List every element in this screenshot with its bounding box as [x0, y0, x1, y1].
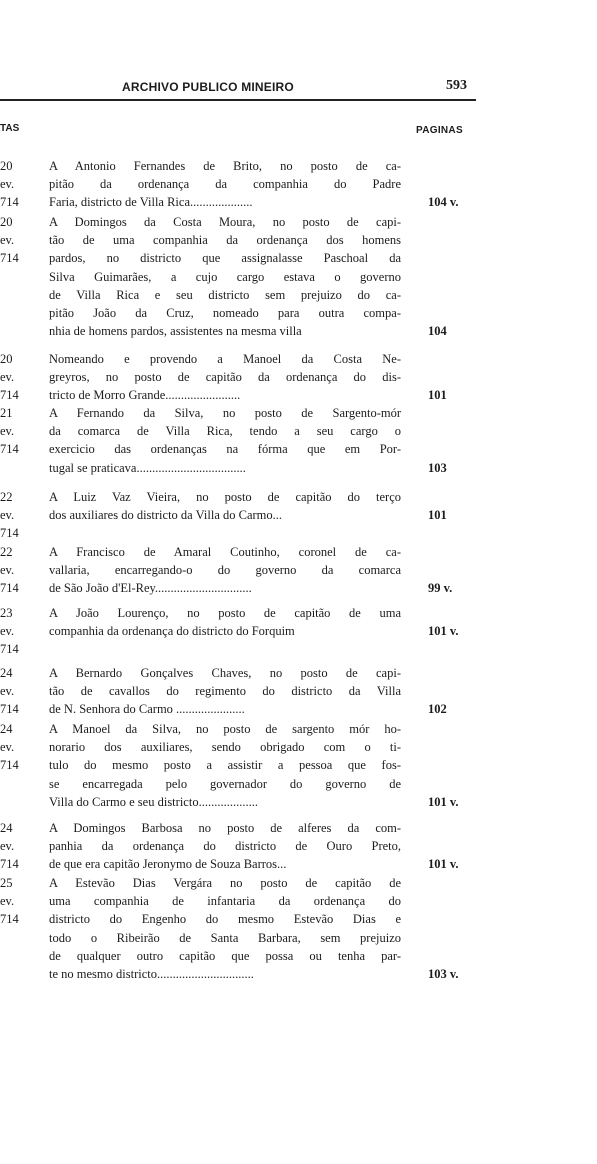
entry-text-line: de Villa Rica e seu districto sem prejuizo do ca- — [49, 287, 401, 302]
entry-date — [0, 543, 30, 598]
entry-text — [49, 874, 401, 983]
running-header-title: ARCHIVO PUBLICO MINEIRO — [122, 80, 294, 94]
entry-text-line: A Bernardo Gonçalves Chaves, no posto de capi- — [49, 666, 401, 680]
entry-text-line: A Domingos Barbosa no posto de alferes da com- — [49, 821, 401, 835]
entry-date-line: 22 — [0, 545, 13, 559]
entry-text-line: nhia de homens pardos, assistentes na mesma villa — [49, 324, 302, 339]
entry-text — [49, 819, 401, 874]
entry-date-line: ev. — [0, 177, 15, 192]
entry-text-line: A Manoel da Silva, no posto de sargento mór ho- — [49, 722, 401, 736]
entry-text — [49, 157, 401, 212]
entry-date-line: 24 — [0, 821, 13, 835]
entry-text-line: uma companhia de infantaria da ordenança do — [49, 894, 401, 909]
entry-date-line: 20 — [0, 215, 13, 229]
entry-text-line: vallaria, encarregando-o do governo da comarca — [49, 563, 401, 578]
entry-text-line: dos auxiliares do districto da Villa do Carmo... — [49, 508, 283, 523]
entry-date — [0, 488, 30, 543]
entry-text-line: tricto de Morro Grande........................ — [49, 388, 241, 403]
entry-text-line: tulo do mesmo posto a assistir a pessoa que fos- — [49, 758, 401, 773]
entry-date-line: 21 — [0, 406, 13, 420]
entry-text-line: norario dos auxiliares, sendo obrigado com o ti- — [49, 740, 401, 755]
entry-date-line: 25 — [0, 876, 13, 890]
entry-date-line: ev. — [0, 894, 15, 909]
entry-text-line: da comarca de Villa Rica, tendo a seu cargo o — [49, 424, 401, 439]
entry-date-line: ev. — [0, 508, 15, 523]
entry-date — [0, 874, 30, 929]
entry-text-line: tugal se praticava................................... — [49, 460, 246, 475]
entry-text-line: A Luiz Vaz Vieira, no posto de capitão do terço — [49, 490, 401, 504]
entry-date-line: 714 — [0, 642, 19, 657]
entry-date-line: 24 — [0, 722, 13, 736]
entry-date-line: 714 — [0, 195, 19, 210]
entry-text-line: de que era capitão Jeronymo de Souza Barros... — [49, 857, 287, 872]
entry-date — [0, 404, 30, 459]
entry-text — [49, 404, 401, 477]
entry-date-line: 22 — [0, 490, 13, 504]
entry-date-line: 20 — [0, 159, 13, 173]
entry-page-ref: 101 v. — [428, 857, 459, 872]
entry-text-line: greyros, no posto de capitão da ordenança do dis- — [49, 370, 401, 385]
entry-text-line: exercicio das ordenanças na fórma que em Por- — [49, 442, 401, 457]
entry-text-line: tão de uma companhia da ordenança dos homens — [49, 233, 401, 248]
entry-text-line: de N. Senhora do Carmo ...................... — [49, 702, 245, 717]
header-rule — [0, 99, 476, 101]
entry-page-ref: 101 — [428, 508, 447, 523]
entry-text-line: todo o Ribeirão de Santa Barbara, sem prejuizo — [49, 930, 401, 945]
entry-text-line: districto do Engenho do mesmo Estevão Dias e — [49, 912, 401, 927]
entry-page-ref: 101 v. — [428, 794, 459, 809]
entry-page-ref: 99 v. — [428, 581, 453, 596]
dates-column-heading: TAS — [0, 123, 20, 134]
pages-column-heading: PAGINAS — [416, 125, 463, 136]
entry-text-line: A Fernando da Silva, no posto de Sargento-mór — [49, 406, 401, 420]
page-number: 593 — [446, 78, 467, 93]
entry-text-line: Nomeando e provendo a Manoel da Costa Ne- — [49, 352, 401, 366]
entry-text — [49, 350, 401, 405]
entry-text — [49, 213, 401, 340]
entry-page-ref: 104 v. — [428, 195, 459, 210]
entry-date-line: 714 — [0, 758, 19, 773]
entry-text — [49, 488, 401, 524]
entry-date-line: 714 — [0, 251, 19, 266]
entry-text — [49, 604, 401, 640]
entry-date-line: 714 — [0, 581, 19, 596]
entry-text — [49, 720, 401, 811]
entry-text-line: pardos, no districto que assignalasse Paschoal da — [49, 251, 401, 266]
entry-text-line: Silva Guimarães, a cujo cargo estava o governo — [49, 269, 401, 284]
entry-text-line: A Domingos da Costa Moura, no posto de capi- — [49, 215, 401, 229]
entry-date-line: 714 — [0, 912, 19, 927]
entry-text-line: te no mesmo districto............................... — [49, 967, 254, 982]
entry-text-line: A Antonio Fernandes de Brito, no posto de ca- — [49, 159, 401, 173]
entry-date-line: 714 — [0, 442, 19, 457]
entry-date-line: 714 — [0, 526, 19, 541]
entry-text-line: A Estevão Dias Vergára no posto de capitão de — [49, 876, 401, 890]
entry-date — [0, 664, 30, 719]
entry-date-line: 714 — [0, 388, 19, 403]
entry-text-line: pitão da ordenança da companhia do Padre — [49, 177, 401, 192]
entry-page-ref: 104 — [428, 324, 447, 339]
entry-date-line: ev. — [0, 740, 15, 755]
entry-date-line: 20 — [0, 352, 13, 366]
entry-text-line: pitão João da Cruz, nomeado para outra compa- — [49, 306, 401, 321]
entry-date-line: ev. — [0, 370, 15, 385]
entry-text-line: de qualquer outro capitão que possa ou tenha par- — [49, 948, 401, 963]
entry-date-line: ev. — [0, 624, 15, 639]
entry-page-ref: 103 v. — [428, 967, 459, 981]
entry-text — [49, 543, 401, 598]
entry-text — [49, 664, 401, 719]
entry-text-line: Faria, districto de Villa Rica.................... — [49, 195, 253, 210]
entry-date — [0, 819, 30, 874]
entry-text-line: se encarregada pelo governador do governo de — [49, 776, 401, 791]
entry-date-line: ev. — [0, 839, 15, 854]
entry-date — [0, 720, 30, 775]
entry-text-line: companhia da ordenança do districto do Forquim — [49, 624, 295, 639]
entry-date-line: 24 — [0, 666, 13, 680]
entry-date-line: ev. — [0, 684, 15, 699]
entry-page-ref: 101 — [428, 388, 447, 403]
entry-page-ref: 101 v. — [428, 624, 459, 639]
entry-date — [0, 157, 30, 212]
entry-date-line: 714 — [0, 702, 19, 717]
entry-text-line: panhia da ordenança do districto de Ouro Preto, — [49, 839, 401, 854]
entry-text-line: tão de cavallos do regimento do districto da Villa — [49, 684, 401, 699]
entry-date-line: 23 — [0, 606, 13, 620]
entry-date-line: 714 — [0, 857, 19, 872]
entry-text-line: Villa do Carmo e seu districto................... — [49, 794, 258, 809]
entry-page-ref: 102 — [428, 702, 447, 717]
entry-date-line: ev. — [0, 424, 15, 439]
entry-text-line: A Francisco de Amaral Coutinho, coronel de ca- — [49, 545, 401, 559]
entry-date — [0, 213, 30, 268]
entry-date-line: ev. — [0, 233, 15, 248]
entry-page-ref: 103 — [428, 460, 447, 475]
entry-text-line: A João Lourenço, no posto de capitão de uma — [49, 606, 401, 620]
entry-date-line: ev. — [0, 563, 15, 578]
entry-date — [0, 604, 30, 659]
entry-text-line: de São João d'El-Rey............................... — [49, 581, 252, 596]
entry-date — [0, 350, 30, 405]
